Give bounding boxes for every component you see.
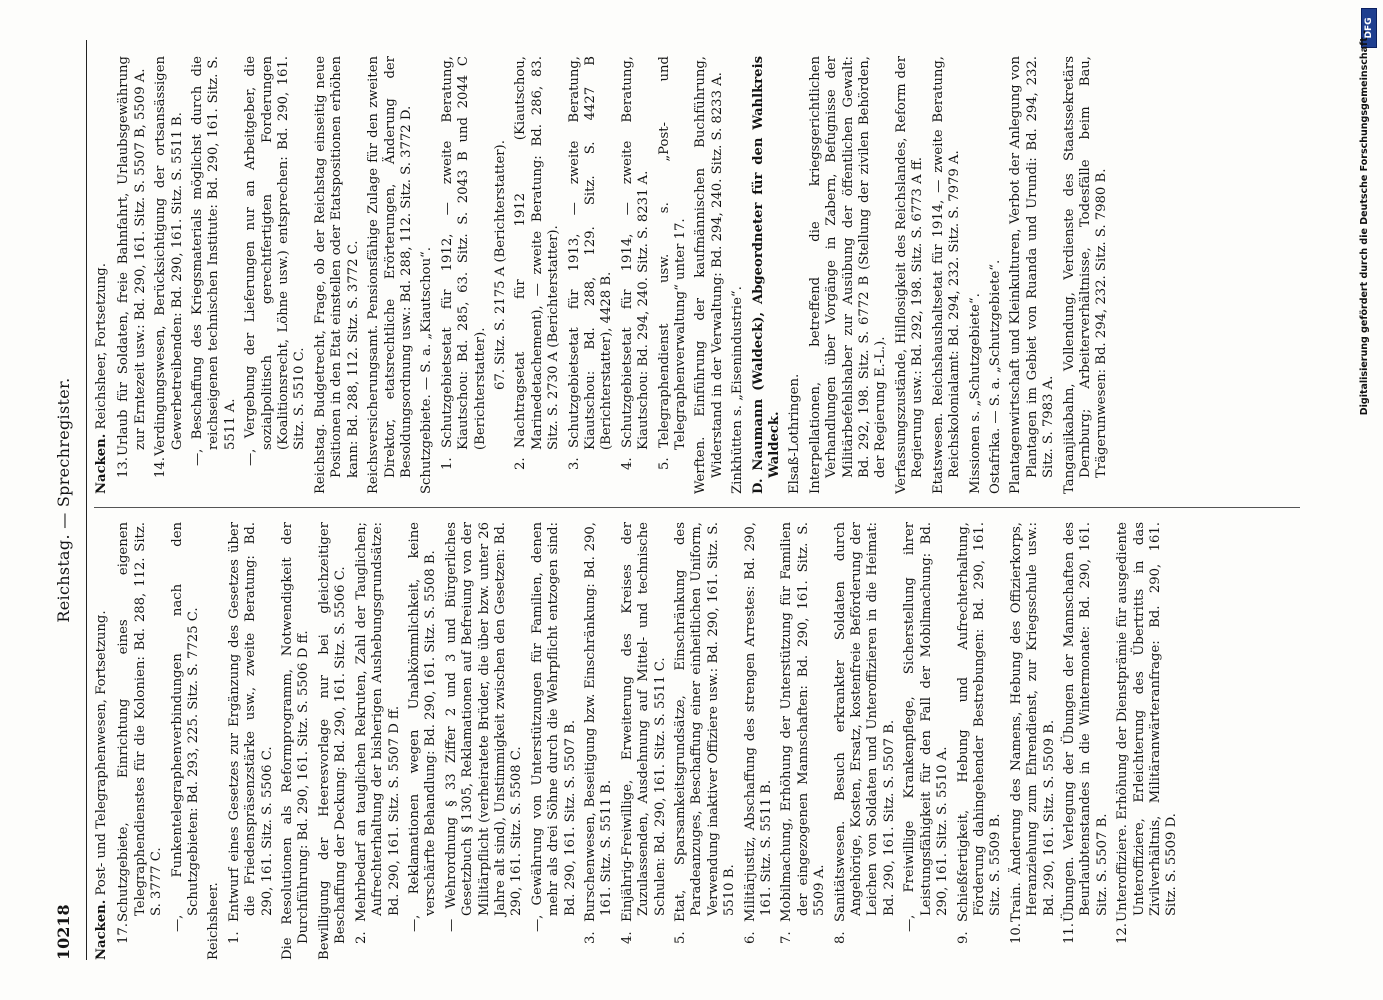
right-entries (116, 56, 1110, 494)
entry-text: Schutzgebiete, Einrichtung eines eigenen Telegraphendienstes für die Kolonien: Bd. 288, 112. Sitz. S. 3777 C. (116, 522, 165, 922)
entry-text: Verfassungszustände, Hilflosigkeit des Reichslandes, Reform der Regierung usw.: Bd. 292, 198. Sitz. S. 6773 A ff. (893, 56, 926, 494)
left-column-heading (94, 522, 110, 960)
entry-text: Mehrbedarf an tauglichen Rekruten, Zahl der Tauglichen; Aufrechterhaltung der bisherigen Aushebungsgrundsätze: Bd. 290, 161. Sitz. S. 5507 D ff. (353, 522, 402, 922)
entry-text: Schutzgebietsetat für 1914, — zweite Beratung, Kiautschou: Bd. 294, 240. Sitz. S. 8231 A. (619, 56, 652, 450)
entry-text: —, Reklamationen wegen Unabkömmlichkeit, keine verschärfte Behandlung: Bd. 290, 161. Sitz. S. 5508 B. (406, 522, 439, 932)
register-entry (313, 56, 362, 494)
entry-text: Reichsversicherungsamt. Pensionsfähige Zulage für den zweiten Direktor, etatsrechtliche Erörterungen, Änderung der Besoldungsordnung usw.: Bd. 288, 112. Sitz. S. 3772 D. (366, 56, 414, 494)
page-header (48, 40, 78, 960)
register-entry (227, 522, 276, 960)
header-rule (86, 40, 87, 960)
entry-number: 13. (116, 457, 132, 478)
entry-number: 9. (955, 931, 971, 944)
register-entry (673, 522, 739, 960)
entry-text: Nachtragsetat für 1912 (Kiautschou, Marinedetachement), — zweite Beratung: Bd. 286, 83. Sitz. S. 2730 A (Berichterstatter). (513, 56, 562, 450)
entry-text: Etat, Sparsamkeitsgrundsätze, Einschränkung des Paradeanzuges, Beschaffung einer einheitlichen Uniform, Verwendung inaktiver Offiziere usw.: Bd. 290, 161. Sitz. S. 5510 B. (673, 522, 738, 922)
register-entry (493, 56, 509, 494)
entry-text: Unteroffiziere. Erhöhung der Dienstprämie für ausgediente Unteroffiziere, Erleichterung des Übertritts in das Zivilverhältnis, Militäranwärteranfrage: Bd. 290, 161. Sitz. S. 5509 D. (1115, 522, 1180, 922)
register-entry (116, 522, 165, 960)
entry-text: Telegraphendienst usw. s. „Post- und Telegraphenverwaltung“ unter 17. (656, 56, 688, 450)
register-entry (243, 56, 309, 494)
left-column (94, 522, 1310, 960)
register-entry (1008, 56, 1057, 494)
entry-number: 1. (226, 931, 242, 944)
credit-strip (1354, 10, 1380, 990)
entry-text: D. Naumann (Waldeck), Abgeordneter für den Wahlkreis Waldeck. (750, 56, 783, 494)
entry-text: Schutzgebiete. — S. a. „Kiautschou“. (419, 247, 435, 494)
register-entry (354, 522, 403, 960)
entry-text: Einjährig-Freiwillige, Erweiterung des Kreises der Zuzulassenden, Ausdehnung auf Mittel- und technische Schulen: Bd. 290, 161. Sitz. S. 5511 C. (619, 522, 668, 922)
entry-number: 3. (566, 457, 582, 470)
register-entry (1115, 522, 1181, 960)
entry-text: Missionen s. „Schutzgebiete“. (967, 293, 983, 494)
register-entry (1062, 56, 1111, 494)
entry-text: Reichstag. Budgetrecht, Frage, ob der Reichstag einseitig neue Positionen in den Etat einstellen oder Etatspositionen erhöhen kann: Bd. 288, 112. Sitz. S. 3772 C. (312, 56, 361, 494)
register-entry (530, 522, 579, 960)
heading-rest: Post- und Telegraphenwesen, Fortsetzung. (94, 610, 109, 896)
entry-text: 67. Sitz. S. 2175 A (Berichterstatter). (492, 140, 508, 390)
entry-text: Schutzgebietsetat für 1912, — zweite Beratung, Kiautschou: Bd. 285, 63. Sitz. S. 2043 B und 2044 C (Berichterstatter). (439, 56, 488, 450)
register-entry (116, 56, 149, 494)
entry-text: —, Gewährung von Unterstützungen für Familien, denen mehr als drei Söhne durch die Wehrpflicht entzogen sind: Bd. 290, 161. Sitz. S. 5507 B. (529, 522, 578, 932)
register-entry (190, 56, 239, 494)
register-entry (444, 522, 526, 960)
entry-text: Ostafrika. — S. a. „Schutzgebiete“. (987, 259, 1003, 494)
heading-key: Nacken. (94, 899, 109, 960)
entry-text: Zinkhütten s. „Eisenindustrie“. (730, 286, 746, 494)
register-entry (833, 522, 899, 960)
entry-text: Entwurf eines Gesetzes zur Ergänzung des Gesetzes über die Friedenspräsenzstärke usw., zweite Beratung: Bd. 290, 161. Sitz. S. 5506 C. (226, 522, 275, 922)
entry-number: 2. (513, 457, 529, 470)
register-entry (894, 56, 927, 494)
entry-number: 10. (1008, 923, 1024, 944)
register-entry (583, 522, 616, 960)
entry-number: 3. (582, 931, 598, 944)
register-entry (407, 522, 440, 960)
credit-text: Digitalisierung gefördert durch die Deutsche Forschungsgemeinschaft - (1359, 30, 1370, 416)
register-entry (968, 56, 984, 494)
register-entry (956, 522, 1005, 960)
register-entry (730, 56, 746, 494)
right-column (94, 56, 1310, 494)
register-entry (931, 56, 964, 494)
register-entry (779, 522, 828, 960)
entry-text: Etatswesen. Reichshaushaltsetat für 1914, — zweite Beratung, Reichskolonialamt: Bd. 294, 232. Sitz. S. 7979 A. (930, 56, 963, 494)
heading-rest: Reichsheer, Fortsetzung. (94, 263, 109, 430)
entry-text: Train. Änderung des Namens, Hebung des Offizierkorps, Heranziehung zum Ehrendienst, zur Kriegsschule usw.: Bd. 290, 161. Sitz. S. 5509 B. (1008, 522, 1057, 922)
register-entry (1009, 522, 1058, 960)
entry-text: Übungen. Verlegung der Übungen der Mannschaften des Beurlaubtenstandes in die Wintermonate: Bd. 290, 161. Sitz. S. 5507 B. (1061, 522, 1110, 922)
register-entry (170, 522, 203, 960)
entry-text: Werften. Einführung der kaufmännischen Buchführung, Widerstand in der Verwaltung: Bd. 294, 240. Sitz. S. 8233 A. (693, 56, 725, 494)
register-entry (751, 56, 784, 494)
register-entry (808, 56, 890, 494)
register-entry (440, 56, 489, 494)
running-head: Reichstag. — Sprechregister. (54, 377, 73, 623)
entry-number: 4. (619, 931, 635, 944)
entry-number: 2. (353, 931, 369, 944)
entry-number: 4. (619, 457, 635, 470)
entry-text: Interpellationen, betreffend die kriegsgerichtlichen Verhandlungen über Vorgänge in Zabern, Befugnisse der Militärbefehlshaber zur Ausübung der öffentlichen Gewalt: Bd. 292, 198. Sitz. S. 6772 B (Stellung der zivilen Behörden, der Regierung E.-L.). (807, 56, 889, 494)
entry-text: —, Beschaffung des Kriegsmaterials möglichst durch die reichseigenen technischen Institute: Bd. 290, 161. Sitz. S. 5511 A. (190, 56, 238, 466)
register-entry (902, 522, 951, 960)
register-entry (620, 56, 653, 494)
entry-text: Plantagenwirtschaft und Kleinkulturen, Verbot der Anlegung von Plantagen im Gebiet von Ruanda und Urundi: Bd. 294, 232. Sitz. S. 7983 A. (1008, 56, 1057, 494)
register-entry (988, 56, 1004, 494)
register-entry (1062, 522, 1111, 960)
register-entry (317, 522, 350, 960)
entry-number: 5. (673, 931, 688, 944)
entry-text: Verdingungswesen, Berücksichtigung der ortsansässigen Gewerbetreibenden: Bd. 290, 161. Sitz. S. 5511 B. (153, 56, 185, 456)
register-entry (153, 56, 186, 494)
entry-number: 6. (742, 931, 758, 944)
register-entry (787, 56, 803, 494)
entry-number: 7. (779, 931, 795, 944)
entry-number: 17. (116, 923, 132, 944)
register-entry (513, 56, 562, 494)
register-entry (419, 56, 435, 494)
entry-number: 14. (153, 457, 169, 478)
entry-text: Reichsheer. (206, 882, 222, 960)
entry-text: Tanganjikabahn, Vollendung, Verdienste des Staatssekretärs Dernburg; Arbeiterverhältnisse, Todesfälle beim Bau, Trägerunwesen: Bd. 294, 232. Sitz. S. 7980 B. (1061, 56, 1110, 494)
entry-number: 5. (656, 457, 672, 470)
entry-text: Mobilmachung, Erhöhung der Unterstützung für Familien der eingezogenen Mannschaften: Bd. 290, 161. Sitz. S. 5509 A. (779, 522, 828, 922)
entry-text: —, Vergebung der Lieferungen nur an Arbeitgeber, die sozialpolitisch gerechtfertigten Forderungen (Koalitionsrecht, Löhne usw.) entsprechen: Bd. 290, 161. Sitz. S. 5510 C. (243, 56, 308, 466)
entry-text: —, Freiwillige Krankenpflege, Sicherstellung ihrer Leistungsfähigkeit für den Fall der Mobilmachung: Bd. 290, 161. Sitz. S. 5510 A. (902, 522, 951, 932)
register-entry (206, 522, 222, 960)
entry-text: — Wehrordnung § 33 Ziffer 2 und 3 und Bürgerliches Gesetzbuch § 1305, Reklamationen auf Befreiung von der Militärpflicht (verheiratete Brüder, die über bzw. unter 26 Jahre alt sind), Unstimmigkeit zwischen den Gesetzen: Bd. 290, 161. Sitz. S. 5508 C. (443, 522, 525, 932)
heading-key: Nacken. (94, 433, 109, 494)
register-entry (280, 522, 313, 960)
entry-text: Bewilligung der Heeresvorlage nur bei gleichzeitiger Beschaffung der Deckung: Bd. 290, 161. Sitz. S. 5506 C. (316, 522, 349, 960)
register-entry (693, 56, 726, 494)
left-entries (116, 522, 1180, 960)
entry-number: 8. (832, 931, 848, 944)
entry-number: 11. (1061, 923, 1077, 944)
entry-text: Urlaub für Soldaten, freie Bahnfahrt, Urlaubsgewährung zur Erntezeit usw.: Bd. 290, 161. Sitz. S. 5507 B, 5509 A. (116, 56, 148, 456)
entry-text: Schießfertigkeit, Hebung und Aufrechterhaltung, Förderung dahingehender Bestrebungen: Bd. 290, 161. Sitz. S. 5509 B. (955, 522, 1004, 922)
register-entry (567, 56, 616, 494)
entry-text: Burschenwesen, Beseitigung bzw. Einschränkung: Bd. 290, 161. Sitz. S. 5511 B. (582, 522, 615, 922)
dfg-logo-text: DFG (1364, 17, 1374, 39)
page-number: 10218 (54, 904, 73, 960)
register-entry (657, 56, 690, 494)
entry-text: Schutzgebietsetat für 1913, — zweite Beratung, Kiautschou: Bd. 288, 129. Sitz. S. 4427 B (Berichterstatter), 4428 B. (566, 56, 615, 450)
register-entry (743, 522, 776, 960)
entry-number: 1. (439, 457, 455, 470)
entry-text: Militärjustiz, Abschaffung des strengen Arrestes: Bd. 290, 161. Sitz. S. 5511 B. (742, 522, 775, 922)
right-column-heading (94, 56, 110, 494)
register-entry (366, 56, 415, 494)
entry-text: Die Resolutionen als Reformprogramm, Notwendigkeit der Durchführung: Bd. 290, 161. Sitz. S. 5506 D ff. (280, 522, 312, 960)
entry-text: Sanitätswesen. Besuch erkrankter Soldaten durch Angehörige, Kosten, Ersatz, kostenfreie Beförderung der Leichen von Soldaten und Unteroffizieren in die Heimat: Bd. 290, 161. Sitz. S. 5507 B. (832, 522, 897, 922)
register-entry (620, 522, 669, 960)
column-divider (94, 507, 1300, 508)
entry-number: 12. (1115, 923, 1131, 944)
entry-text: Elsaß-Lothringen. (787, 373, 803, 494)
entry-text: —, Funkentelegraphenverbindungen nach den Schutzgebieten: Bd. 293, 225. Sitz. S. 7725 C. (169, 522, 202, 932)
